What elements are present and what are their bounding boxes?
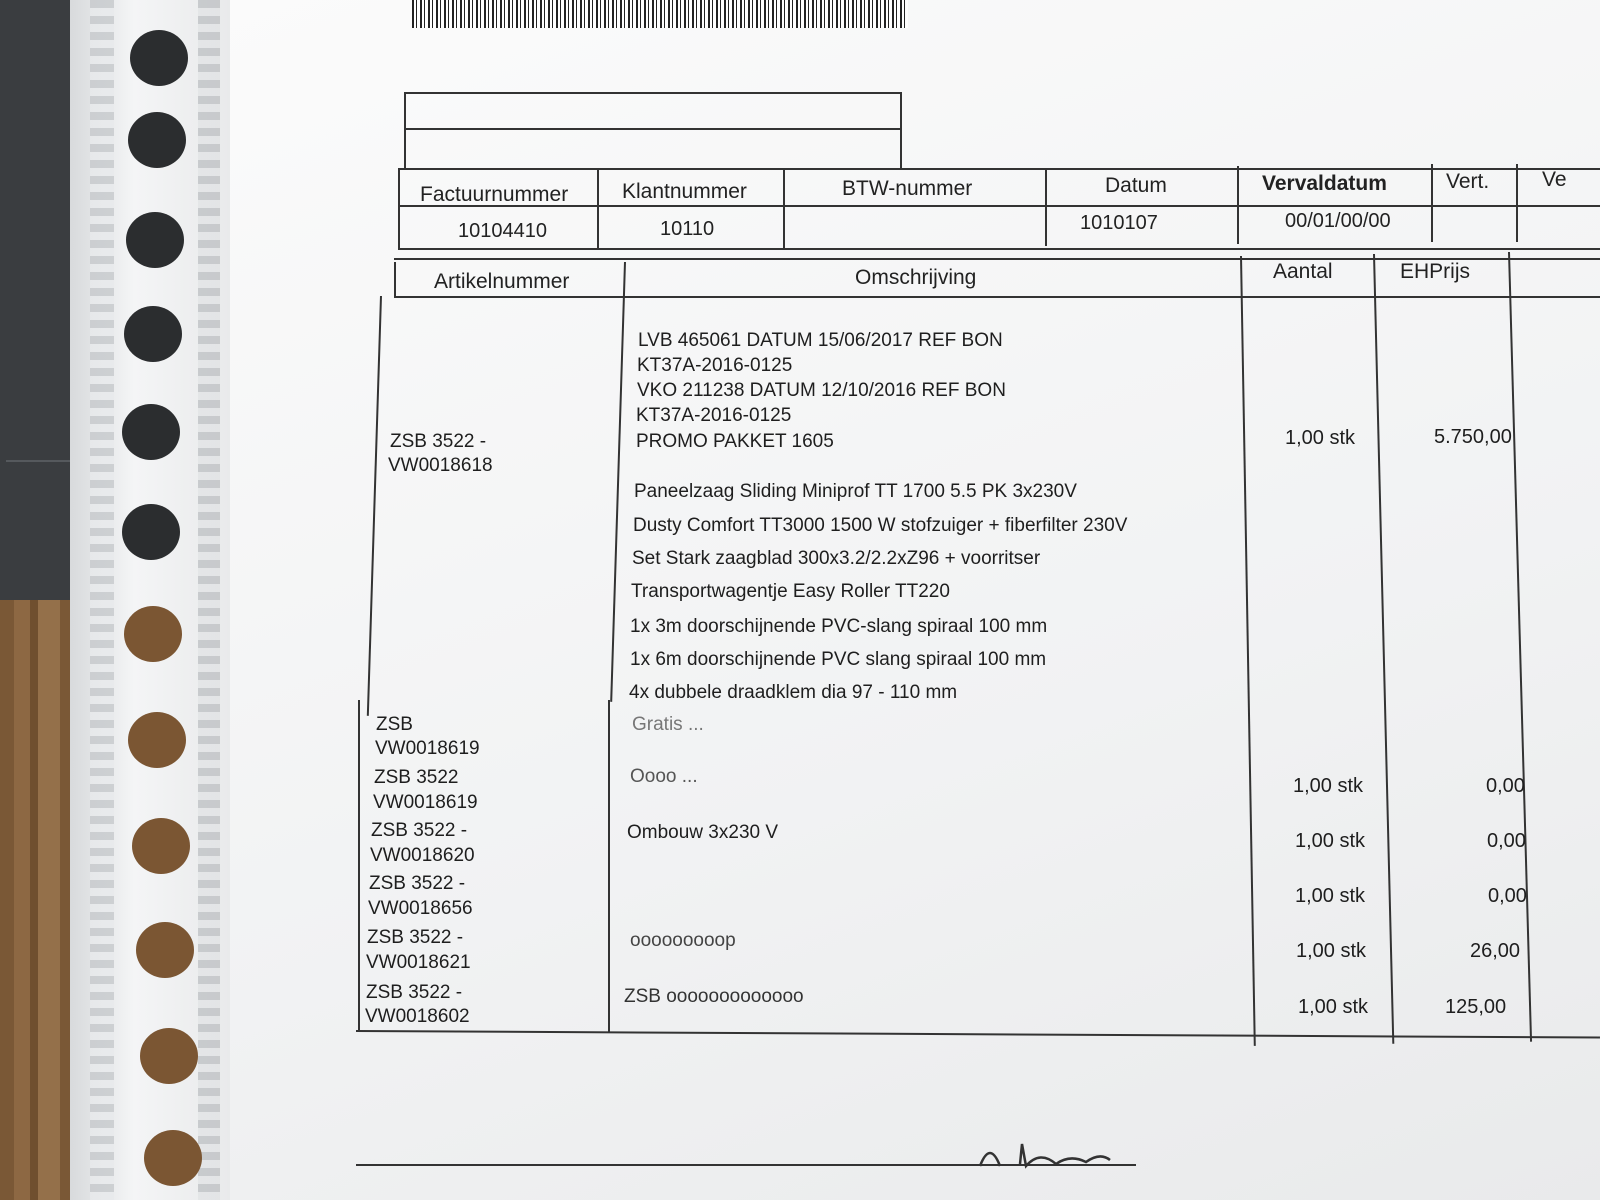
article-number: VW0018619 <box>373 792 478 813</box>
header-omschrijving: Omschrijving <box>855 266 977 289</box>
divider <box>394 296 1600 298</box>
punch-hole <box>124 306 182 362</box>
description-line: Oooo ... <box>630 766 698 787</box>
unit-price: 5.750,00 <box>1434 426 1512 448</box>
divider <box>1431 164 1433 242</box>
article-number: VW0018618 <box>388 455 493 476</box>
description-line: ooooooooop <box>630 930 736 951</box>
quantity: 1,00 stk <box>1295 830 1366 852</box>
header-datum: Datum <box>1105 174 1167 197</box>
divider <box>1045 168 1047 246</box>
address-box <box>404 92 902 170</box>
quantity: 1,00 stk <box>1298 996 1369 1018</box>
description-line: Transportwagentje Easy Roller TT220 <box>631 581 950 602</box>
punch-hole <box>126 212 184 268</box>
header-btw-nummer: BTW-nummer <box>842 177 973 200</box>
article-number: ZSB 3522 - <box>390 431 487 452</box>
article-number: VW0018620 <box>370 845 475 866</box>
signature-mark <box>960 1130 1120 1174</box>
article-number: VW0018656 <box>368 898 473 919</box>
quantity: 1,00 stk <box>1293 775 1364 797</box>
value-klantnummer: 10110 <box>660 218 715 240</box>
unit-price: 0,00 <box>1488 885 1527 907</box>
punch-hole <box>124 606 182 662</box>
article-number: ZSB 3522 - <box>366 982 463 1003</box>
divider <box>404 128 900 130</box>
divider <box>597 170 599 248</box>
invoice-header-table <box>398 168 1600 250</box>
article-number: ZSB 3522 - <box>369 873 466 894</box>
value-factuurnummer: 10104410 <box>458 220 547 242</box>
divider <box>394 262 396 296</box>
article-number: VW0018619 <box>375 738 480 759</box>
description-line: LVB 465061 DATUM 15/06/2017 REF BON <box>638 330 1003 351</box>
quantity: 1,00 stk <box>1296 940 1367 962</box>
article-number: ZSB 3522 - <box>367 927 464 948</box>
description-line: Gratis ... <box>632 714 704 735</box>
value-datum: 1010107 <box>1080 212 1158 234</box>
description-line: KT37A-2016-0125 <box>636 405 792 426</box>
header-vert: Vert. <box>1446 170 1490 193</box>
punch-hole <box>128 712 186 768</box>
unit-price: 26,00 <box>1470 940 1521 962</box>
description-line: Set Stark zaagblad 300x3.2/2.2xZ96 + voorritser <box>632 548 1041 569</box>
header-ve: Ve <box>1542 168 1567 191</box>
punch-hole <box>122 404 180 460</box>
punch-hole <box>130 30 188 86</box>
punch-hole <box>122 504 180 560</box>
header-aantal: Aantal <box>1273 260 1333 283</box>
header-klantnummer: Klantnummer <box>622 180 747 203</box>
description-line: Paneelzaag Sliding Miniprof TT 1700 5.5 PK 3x230V <box>634 481 1077 502</box>
unit-price: 0,00 <box>1487 830 1526 852</box>
barcode <box>412 0 908 28</box>
header-vervaldatum: Vervaldatum <box>1262 172 1387 195</box>
divider <box>1516 164 1518 242</box>
article-number: ZSB <box>376 714 413 735</box>
description-line: KT37A-2016-0125 <box>637 355 793 376</box>
punch-hole <box>144 1130 202 1186</box>
article-number: ZSB 3522 - <box>371 820 468 841</box>
header-factuurnummer: Factuurnummer <box>420 183 569 206</box>
punch-hole <box>132 818 190 874</box>
unit-price: 125,00 <box>1445 996 1507 1018</box>
header-artikelnummer: Artikelnummer <box>434 270 570 293</box>
description-line: Ombouw 3x230 V <box>627 822 779 843</box>
punch-hole <box>136 922 194 978</box>
description-line: 1x 6m doorschijnende PVC slang spiraal 100 mm <box>630 649 1047 670</box>
sleeve-perforation-strip <box>198 0 220 1200</box>
quantity: 1,00 stk <box>1295 885 1366 907</box>
unit-price: 0,00 <box>1486 775 1525 797</box>
header-ehprijs: EHPrijs <box>1400 260 1471 283</box>
divider <box>1237 166 1239 244</box>
divider <box>398 205 1600 207</box>
article-number: VW0018602 <box>365 1006 470 1027</box>
quantity: 1,00 stk <box>1285 427 1356 449</box>
description-line: 4x dubbele draadklem dia 97 - 110 mm <box>629 682 958 703</box>
value-vervaldatum: 00/01/00/00 <box>1285 210 1391 232</box>
sleeve-perforation-strip <box>90 0 114 1200</box>
description-line: PROMO PAKKET 1605 <box>636 431 834 452</box>
article-number: ZSB 3522 <box>374 767 459 788</box>
description-line: 1x 3m doorschijnende PVC-slang spiraal 100 mm <box>630 616 1048 637</box>
divider <box>608 700 610 1032</box>
punch-hole <box>128 112 186 168</box>
divider <box>783 170 785 248</box>
description-line: ZSB ooooooooooooo <box>624 986 804 1007</box>
description-line: VKO 211238 DATUM 12/10/2016 REF BON <box>637 380 1006 401</box>
divider <box>358 700 360 1030</box>
punch-hole <box>140 1028 198 1084</box>
article-number: VW0018621 <box>366 952 471 973</box>
description-line: Dusty Comfort TT3000 1500 W stofzuiger + fiberfilter 230V <box>633 515 1128 536</box>
